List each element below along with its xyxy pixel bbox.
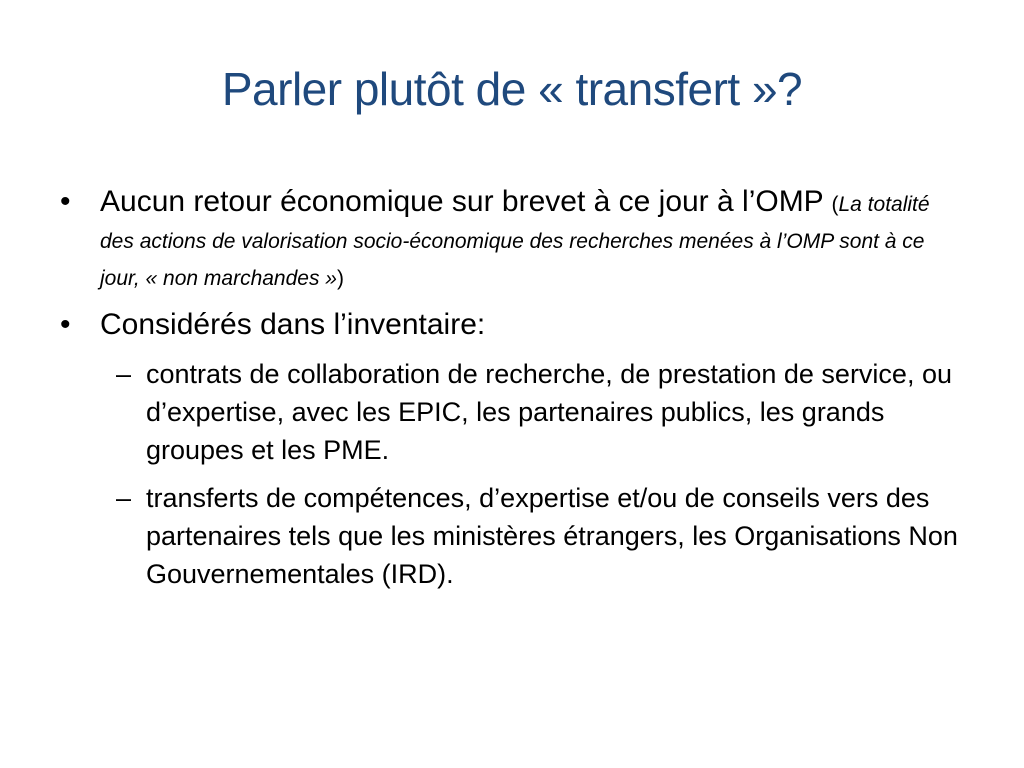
sub-bullet-text: transferts de compétences, d’expertise et/ou de conseils vers des partenaires tels que les ministères étrangers, les Organisations Non Gouvernementales (IRD). bbox=[146, 483, 958, 589]
note-close-paren: ) bbox=[337, 267, 344, 290]
sub-bullet-marker: – bbox=[116, 359, 132, 389]
bullet-text: Considérés dans l’inventaire: bbox=[100, 308, 486, 341]
bullet-marker: • bbox=[60, 308, 71, 341]
note-open-paren: ( bbox=[831, 193, 839, 216]
slide-title: Parler plutôt de « transfert »? bbox=[221, 63, 803, 115]
bullet-marker: • bbox=[60, 185, 71, 218]
bullet-item-considered-inventory bbox=[58, 307, 968, 343]
sub-bullet-marker: – bbox=[116, 483, 132, 513]
sub-bullet-text: contrats de collaboration de recherche, de prestation de service, ou d’expertise, avec les EPIC, les partenaires publics, les grands groupes et les PME. bbox=[146, 359, 952, 465]
sub-bullet-transfers bbox=[58, 479, 968, 593]
note-italic-text: La totalité des actions de valorisation socio-économique des recherches menées à l’OMP sont à ce jour, « non marchandes » bbox=[100, 193, 930, 290]
bullet-text: Aucun retour économique sur brevet à ce jour à l’OMP bbox=[100, 185, 832, 218]
sub-bullet-contracts bbox=[58, 355, 968, 469]
slide-content bbox=[58, 184, 968, 603]
bullet-item-no-economic-return bbox=[58, 184, 968, 295]
